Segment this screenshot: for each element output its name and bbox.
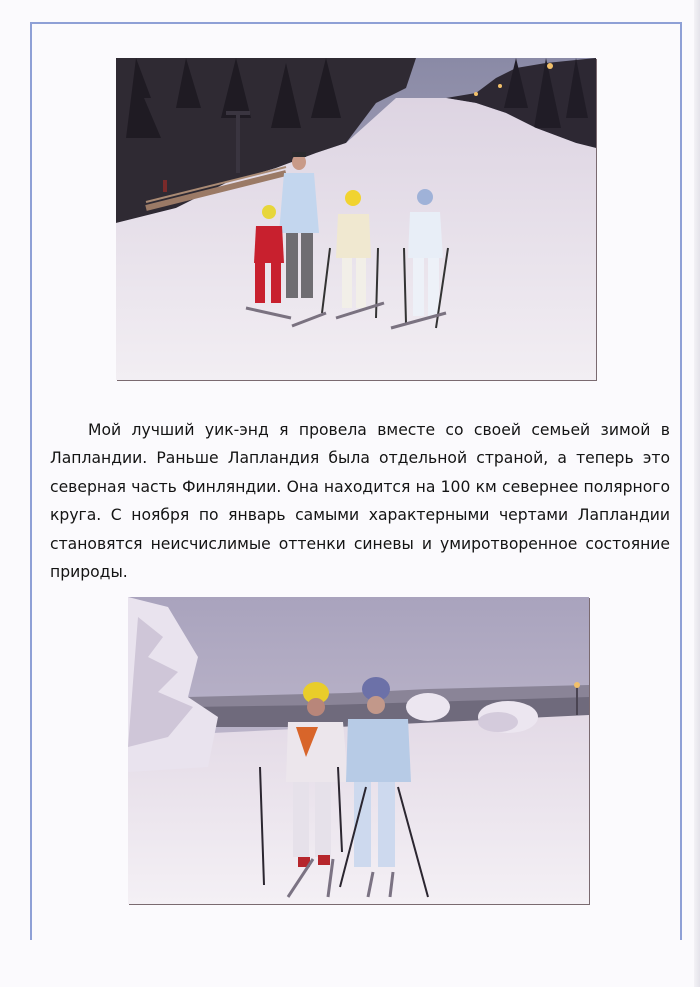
page-edge [694,0,700,987]
story-paragraph: Мой лучший уик-энд я провела вместе со своей семьей зимой в Лапландии. Раньше Лапландия была отдельной страной, а теперь это северная часть Финляндии. Она находится на 100 км севернее полярного круга. С ноября по январь самыми характерными чертами Лапландии становятся неисчислимые оттенки синевы и умиротворенное состояние природы. [50,421,670,582]
photo-ski-slope-family-image [116,58,596,380]
photo-two-skiers [128,597,589,904]
photo-two-skiers-image [128,597,589,904]
photo-ski-slope-family [116,58,596,380]
